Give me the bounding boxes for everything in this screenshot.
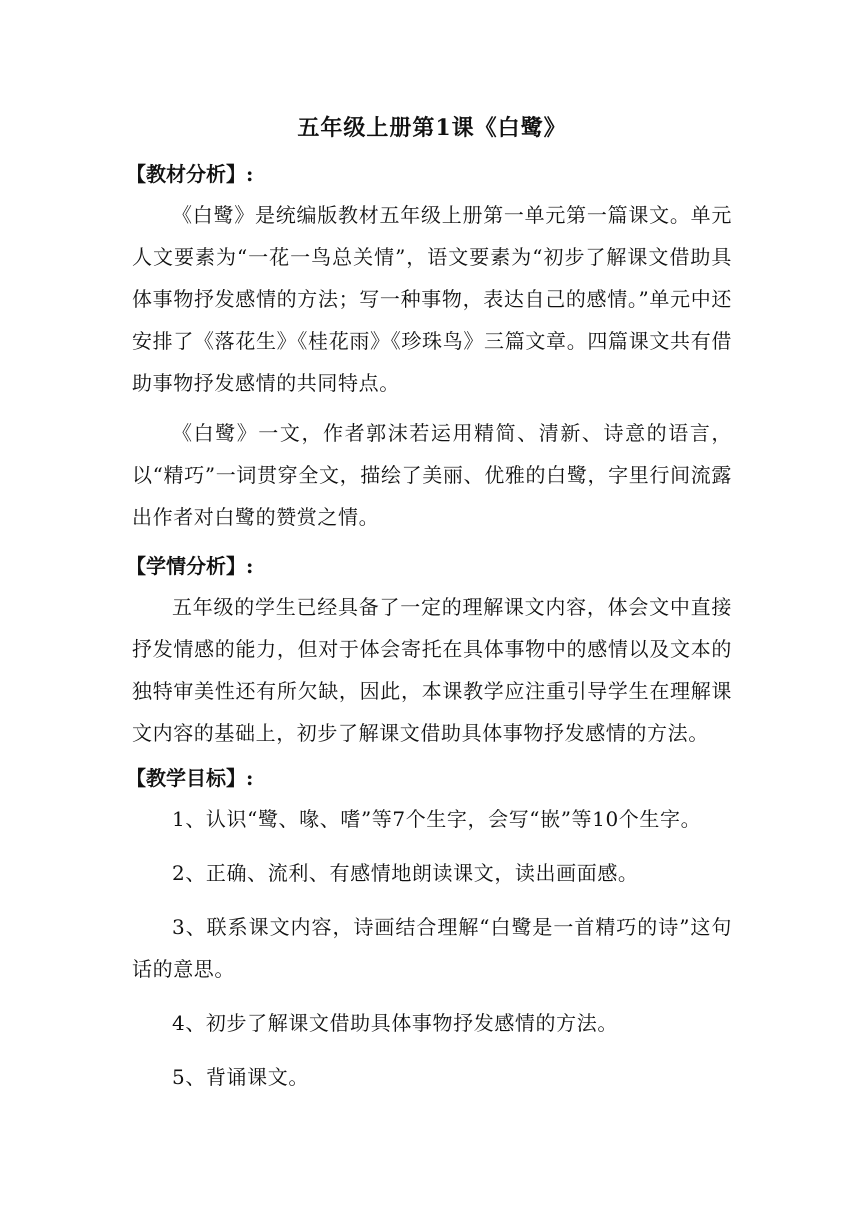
document-title: 五年级上册第1课《白鹭》 bbox=[297, 115, 567, 141]
section-teaching-goals bbox=[126, 758, 732, 1098]
section-heading: 【学情分析】: bbox=[126, 554, 254, 578]
section-student-analysis bbox=[126, 546, 732, 754]
goal-item: 5、背诵课文。 bbox=[172, 1065, 309, 1089]
paragraph: 《白鹭》是统编版教材五年级上册第一单元第一篇课文。单元人文要素为“一花一鸟总关情”，语文要素为“初步了解课文借助具体事物抒发感情的方法；写一种事物，表达自己的感情。”单元中还安排了《落花生》《桂花雨》《珍珠鸟》三篇文章。四篇课文共有借助事物抒发感情的共同特点。 bbox=[132, 203, 732, 395]
section-textbook-analysis bbox=[126, 154, 732, 538]
document-body bbox=[126, 110, 732, 1110]
goal-item: 3、联系课文内容，诗画结合理解“白鹭是一首精巧的诗”这句话的意思。 bbox=[132, 915, 732, 981]
paragraph: 《白鹭》一文，作者郭沫若运用精简、清新、诗意的语言，以“精巧”一词贯穿全文，描绘了美丽、优雅的白鹭，字里行间流露出作者对白鹭的赞赏之情。 bbox=[132, 421, 732, 529]
paragraph: 五年级的学生已经具备了一定的理解课文内容，体会文中直接抒发情感的能力，但对于体会寄托在具体事物中的感情以及文本的独特审美性还有所欠缺，因此，本课教学应注重引导学生在理解课文内容的基础上，初步了解课文借助具体事物抒发感情的方法。 bbox=[132, 595, 732, 745]
section-heading: 【教材分析】: bbox=[126, 162, 254, 186]
goal-item: 1、认识“鹭、喙、嗜”等7个生字，会写“嵌”等10个生字。 bbox=[172, 807, 702, 831]
goal-item: 2、正确、流利、有感情地朗读课文，读出画面感。 bbox=[172, 861, 639, 885]
goal-item: 4、初步了解课文借助具体事物抒发感情的方法。 bbox=[172, 1011, 618, 1035]
section-heading: 【教学目标】: bbox=[126, 766, 254, 790]
